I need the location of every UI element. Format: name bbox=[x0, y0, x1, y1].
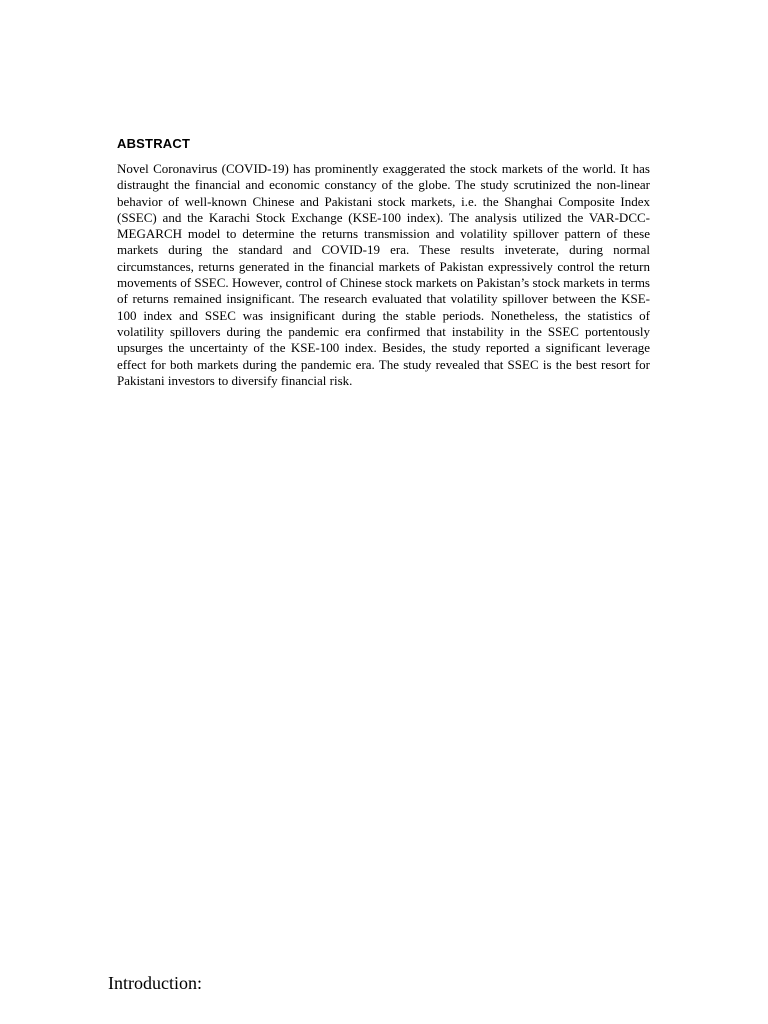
introduction-heading: Introduction: bbox=[108, 973, 202, 993]
abstract-body: Novel Coronavirus (COVID-19) has prominently exaggerated the stock markets of the world. It has distraught the financial and economic constancy of the globe. The study scrutinized the non-linear behavior of well-known Chinese and Pakistani stock markets, i.e. the Shanghai Composite Index (SSEC) and the Karachi Stock Exchange (KSE-100 index). The analysis utilized the VAR-DCC-MEGARCH model to determine the returns transmission and volatility spillover pattern of these markets during the standard and COVID-19 era. These results inveterate, during normal circumstances, returns generated in the financial markets of Pakistan expressively control the return movements of SSEC. However, control of Chinese stock markets on Pakistan’s stock markets in terms of returns remained insignificant. The research evaluated that volatility spillover between the KSE-100 index and SSEC was insignificant during the stable periods. Nonetheless, the statistics of volatility spillovers during the pandemic era confirmed that instability in the SSEC portentously upsurges the uncertainty of the KSE-100 index. Besides, the study reported a significant leverage effect for both markets during the pandemic era. The study revealed that SSEC is the best resort for Pakistani investors to diversify financial risk. bbox=[117, 161, 650, 388]
abstract-heading: ABSTRACT bbox=[117, 136, 191, 151]
